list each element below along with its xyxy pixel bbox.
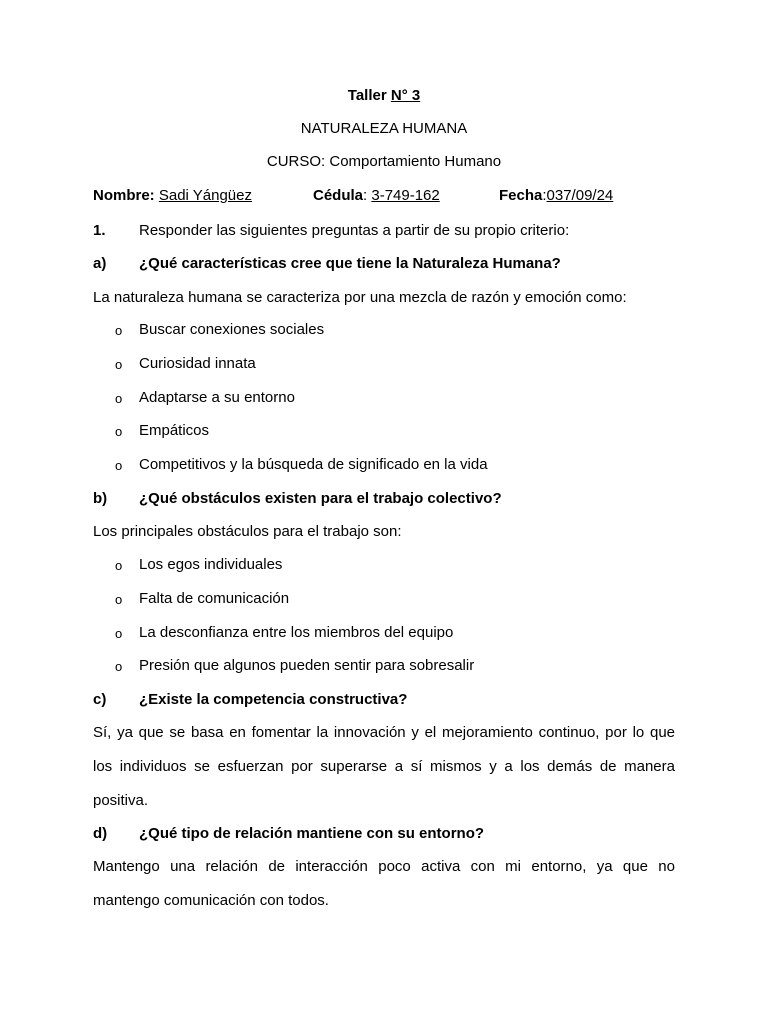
date-separator: : — [542, 187, 547, 204]
answer-line: Sí, ya que se basa en fomentar la innovación y el mejoramiento continuo, por lo que — [93, 724, 675, 741]
course-line: CURSO: Comportamiento Humano — [266, 153, 502, 170]
bullet-marker: o — [115, 458, 123, 473]
bullet-marker: o — [115, 659, 123, 674]
list-item: La desconfianza entre los miembros del equipo — [139, 624, 454, 641]
list-item: Curiosidad innata — [139, 355, 256, 372]
list-item: Presión que algunos pueden sentir para sobresalir — [139, 657, 475, 674]
answer-line: los individuos se esfuerzan por superarse a sí mismos y a los demás de manera — [93, 758, 675, 775]
bullet-marker: o — [115, 626, 123, 641]
bullet-marker: o — [115, 424, 123, 439]
list-item: Competitivos y la búsqueda de significado en la vida — [139, 456, 488, 473]
question-c: ¿Existe la competencia constructiva? — [139, 691, 408, 708]
bullet-marker: o — [115, 592, 123, 607]
id-value: 3-749-162 — [371, 187, 440, 204]
date-field — [499, 186, 613, 206]
date-label: Fecha — [499, 187, 543, 204]
id-separator: : — [363, 187, 368, 204]
bullet-marker: o — [115, 357, 123, 372]
answer-line: positiva. — [93, 792, 149, 809]
id-label: Cédula — [313, 187, 364, 204]
answer-line: Mantengo una relación de interacción poco activa con mi entorno, ya que no — [93, 858, 675, 875]
name-value: Sadi Yángüez — [158, 187, 252, 204]
question-label-a: a) — [93, 255, 107, 272]
name-label: Nombre: — [93, 187, 155, 204]
list-item: Buscar conexiones sociales — [139, 321, 325, 338]
document-title — [0, 86, 768, 106]
list-item: Adaptarse a su entorno — [139, 389, 295, 406]
answer-intro-a: La naturaleza humana se caracteriza por una mezcla de razón y emoción como: — [93, 289, 627, 306]
list-item: Empáticos — [139, 422, 210, 439]
question-label-d: d) — [93, 825, 108, 842]
document-subtitle: NATURALEZA HUMANA — [300, 120, 468, 137]
date-value: 037/09/24 — [546, 187, 614, 204]
question-b: ¿Qué obstáculos existen para el trabajo colectivo? — [139, 490, 502, 507]
title-prefix: Taller — [347, 87, 391, 104]
list-item: Falta de comunicación — [139, 590, 290, 607]
id-field — [313, 186, 440, 206]
instruction-number: 1. — [93, 222, 106, 239]
question-a: ¿Qué características cree que tiene la Naturaleza Humana? — [139, 255, 561, 272]
bullet-marker: o — [115, 558, 123, 573]
question-label-b: b) — [93, 490, 108, 507]
title-number: N° 3 — [390, 87, 421, 104]
answer-intro-b: Los principales obstáculos para el trabajo son: — [93, 523, 402, 540]
bullet-marker: o — [115, 391, 123, 406]
name-field — [93, 186, 252, 206]
question-d: ¿Qué tipo de relación mantiene con su entorno? — [139, 825, 485, 842]
question-label-c: c) — [93, 691, 107, 708]
bullet-marker: o — [115, 323, 123, 338]
instruction-text: Responder las siguientes preguntas a partir de su propio criterio: — [139, 222, 570, 239]
list-item: Los egos individuales — [139, 556, 283, 573]
answer-line: mantengo comunicación con todos. — [93, 892, 329, 909]
